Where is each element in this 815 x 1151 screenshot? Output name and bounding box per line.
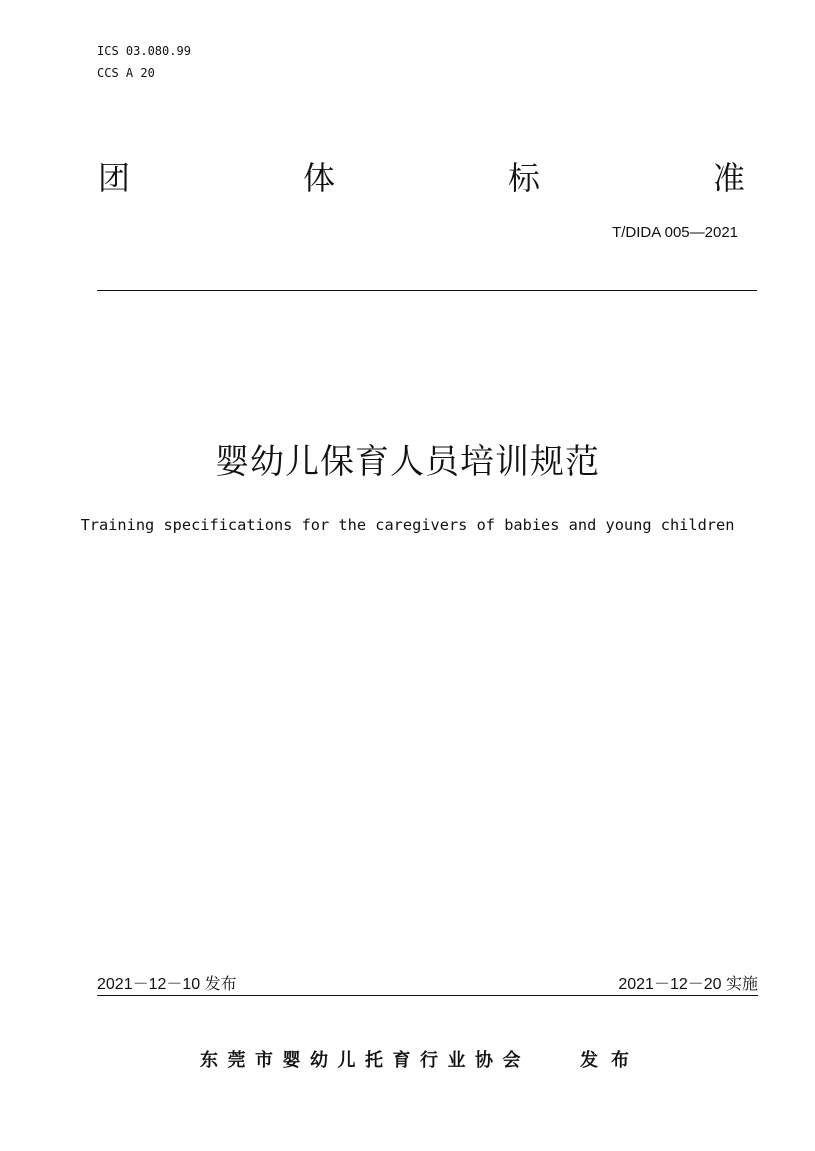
standard-type-char: 体: [302, 160, 335, 196]
title-chinese: 婴幼儿保育人员培训规范: [215, 443, 600, 481]
header-divider: [97, 290, 757, 291]
ics-code: ICS 03.080.99: [97, 44, 191, 58]
standard-type-char: 团: [98, 160, 131, 196]
standard-type-heading: [98, 160, 745, 196]
standard-type-char: 标: [507, 160, 540, 196]
implementation-date: 2021－12－20 实施: [618, 976, 758, 993]
title-english: Training specifications for the caregivers of babies and young children: [80, 516, 735, 534]
standard-type-char: 准: [712, 160, 745, 196]
publisher-name: 东莞市婴幼儿托育行业协会: [200, 1050, 530, 1070]
publish-date: 2021－12－10 发布: [97, 976, 237, 993]
dates-row: [97, 975, 758, 996]
publisher-action: 发 布: [580, 1050, 634, 1070]
standard-number: T/DIDA 005—2021: [612, 224, 738, 241]
ccs-code: CCS A 20: [97, 66, 155, 80]
